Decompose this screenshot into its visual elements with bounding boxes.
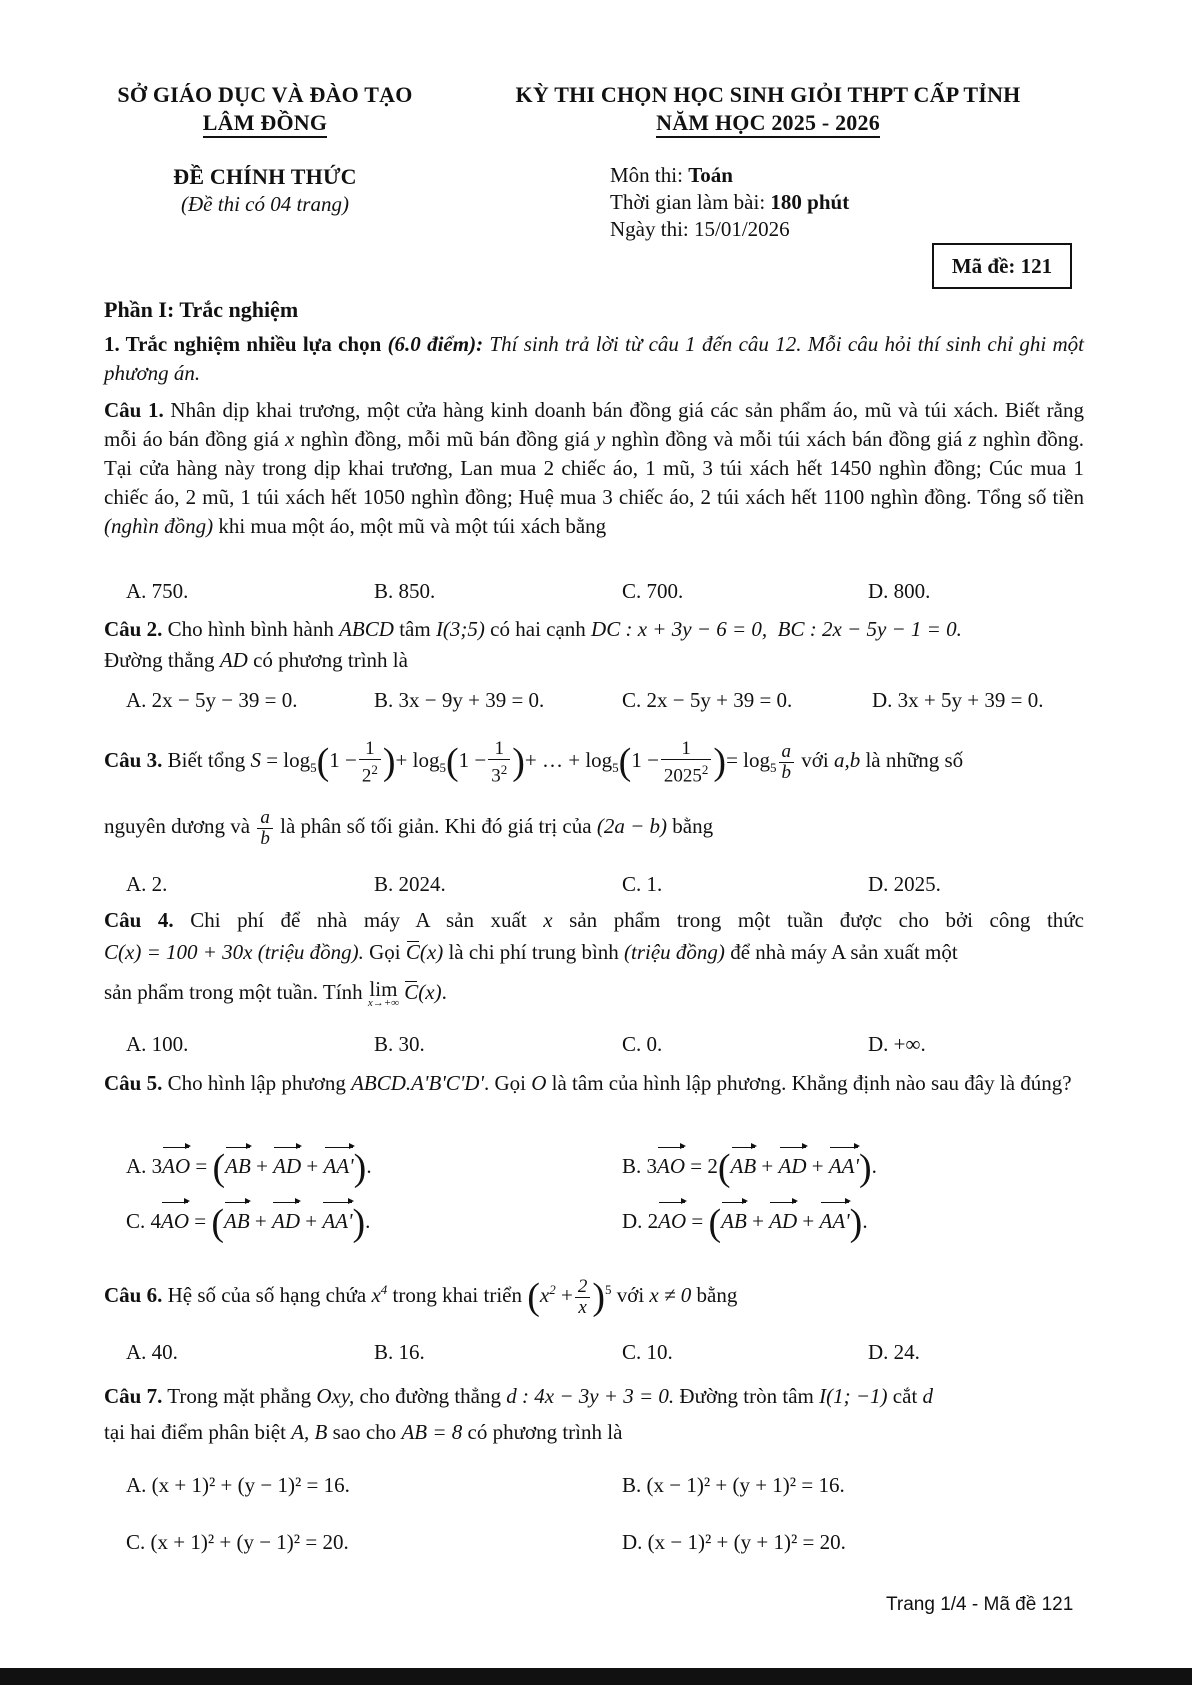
q3-option-d: D. 2025. [868, 872, 941, 896]
q1-option-b: B. 850. [374, 579, 436, 603]
subject-line: Môn thi: Toán [610, 163, 733, 187]
q7-option-c: C. (x + 1)² + (y − 1)² = 20. [126, 1530, 349, 1554]
question-4-line2: C(x) = 100 + 30x (triệu đồng). Gọi C(x) là chi phí trung bình (triệu đồng) để nhà máy A sản xuất một [104, 940, 958, 964]
question-5: Câu 5. Cho hình lập phương ABCD.A'B'C'D'. Gọi O là tâm của hình lập phương. Khẳng định nào sau đây là đúng? [104, 1071, 1072, 1095]
q6-option-a: A. 40. [126, 1340, 178, 1364]
section-instructions: 1. Trắc nghiệm nhiều lựa chọn (6.0 điểm): Thí sinh trả lời từ câu 1 đến câu 12. Mỗi câu hỏi thí sinh chỉ ghi một phương án. [104, 332, 1084, 385]
pages-note: (Đề thi có 04 trang) [181, 192, 349, 216]
q2-option-a: A. 2x − 5y − 39 = 0. [126, 688, 298, 712]
question-7-line1: Câu 7. Trong mặt phẳng Oxy, cho đường thẳng d : 4x − 3y + 3 = 0. Đường tròn tâm I(1; −1) cắt d [104, 1384, 934, 1408]
official-label: ĐỀ CHÍNH THỨC [173, 164, 357, 189]
q6-option-c: C. 10. [622, 1340, 673, 1364]
question-2-line1: Câu 2. Cho hình bình hành ABCD tâm I(3;5) có hai cạnh DC : x + 3y − 6 = 0, BC : 2x − 5y − 1 = 0. [104, 617, 962, 641]
q2-option-c: C. 2x − 5y + 39 = 0. [622, 688, 793, 712]
school-year: NĂM HỌC 2025 - 2026 [496, 110, 1040, 136]
question-6: Câu 6. Hệ số của số hạng chứa $x^4$ trong khai triển ($x^2$ + $\frac{2}{x}$ )$^5$ với x ≠ 0 bằng [104, 1275, 738, 1319]
question-1: Câu 1. Nhân dịp khai trương, một cửa hàng kinh doanh bán đồng giá các sản phẩm áo, mũ và túi xách. Biết rằng mỗi áo bán đồng giá x nghìn đồng, mỗi mũ bán đồng giá y nghìn đồng và mỗi túi xách bán đồng giá z nghìn đồng. Tại cửa hàng này trong dịp khai trương, Lan mua 2 chiếc áo, 1 mũ, 3 túi xách hết 1450 nghìn đồng; Cúc mua 1 chiếc áo, 2 mũ, 1 túi xách hết 1050 nghìn đồng; Huệ mua 3 chiếc áo, 2 túi xách hết 1100 nghìn đồng. Tổng số tiền (nghìn đồng) khi mua một áo, một mũ và một túi xách bằng [104, 398, 1084, 538]
bottom-rule [0, 1668, 1192, 1685]
page-footer: Trang 1/4 - Mã đề 121 [886, 1594, 1074, 1615]
q5-option-d: D. 2AO = (AB + AD + AA'). [622, 1202, 868, 1245]
q5-option-a: A. 3AO = (AB + AD + AA'). [126, 1147, 372, 1190]
q2-option-b: B. 3x − 9y + 39 = 0. [374, 688, 545, 712]
question-4-line1: Câu 4. Chi phí để nhà máy A sản xuất x sản phẩm trong một tuần được cho bởi công thức [104, 908, 1084, 932]
q6-option-b: B. 16. [374, 1340, 425, 1364]
question-3-line2: nguyên dương và $\frac{a}{b}$ là phân số tối giản. Khi đó giá trị của (2a − b) bằng [104, 806, 714, 849]
q4-option-c: C. 0. [622, 1032, 663, 1056]
q7-option-b: B. (x − 1)² + (y + 1)² = 16. [622, 1473, 845, 1497]
exam-title: KỲ THI CHỌN HỌC SINH GIỎI THPT CẤP TỈNH [515, 82, 1021, 107]
q1-option-d: D. 800. [868, 579, 931, 603]
time-line: Thời gian làm bài: 180 phút [610, 190, 850, 214]
q4-option-b: B. 30. [374, 1032, 425, 1056]
dept-name: SỞ GIÁO DỤC VÀ ĐÀO TẠO [117, 82, 413, 107]
q4-option-d: D. +∞. [868, 1032, 926, 1056]
province-name: LÂM ĐỒNG [104, 110, 426, 136]
q6-option-d: D. 24. [868, 1340, 920, 1364]
question-4-line3: sản phẩm trong một tuần. Tính lim x→+∞ C(x). [104, 977, 447, 1009]
exam-code-box: Mã đề: 121 [932, 243, 1072, 289]
q3-option-a: A. 2. [126, 872, 168, 896]
q4-option-a: A. 100. [126, 1032, 189, 1056]
q1-option-a: A. 750. [126, 579, 189, 603]
question-7-line2: tại hai điểm phân biệt A, B sao cho AB = 8 có phương trình là [104, 1420, 623, 1444]
q2-option-d: D. 3x + 5y + 39 = 0. [872, 688, 1044, 712]
q1-option-c: C. 700. [622, 579, 684, 603]
question-2-line2: Đường thẳng AD có phương trình là [104, 648, 408, 672]
question-3-line1: Câu 3. Biết tổng $S = \log_5(1$ − $\frac{1}{2^2}$ )+ $\log_5(1$ − $\frac{1}{3^2}$ )+ … + $\log_5(1$ − $\frac{1}{2025^2}$ )= $\log_5$ $\frac{a}{b}$ với a,b là những số [104, 737, 964, 786]
q5-option-c: C. 4AO = (AB + AD + AA'). [126, 1202, 371, 1245]
q5-option-b: B. 3AO = 2(AB + AD + AA'). [622, 1147, 877, 1190]
q3-option-c: C. 1. [622, 872, 663, 896]
section-title: Phần I: Trắc nghiệm [104, 297, 299, 322]
q7-option-a: A. (x + 1)² + (y − 1)² = 16. [126, 1473, 350, 1497]
q7-option-d: D. (x − 1)² + (y + 1)² = 20. [622, 1530, 846, 1554]
q3-option-b: B. 2024. [374, 872, 446, 896]
exam-date: Ngày thi: 15/01/2026 [610, 217, 790, 241]
